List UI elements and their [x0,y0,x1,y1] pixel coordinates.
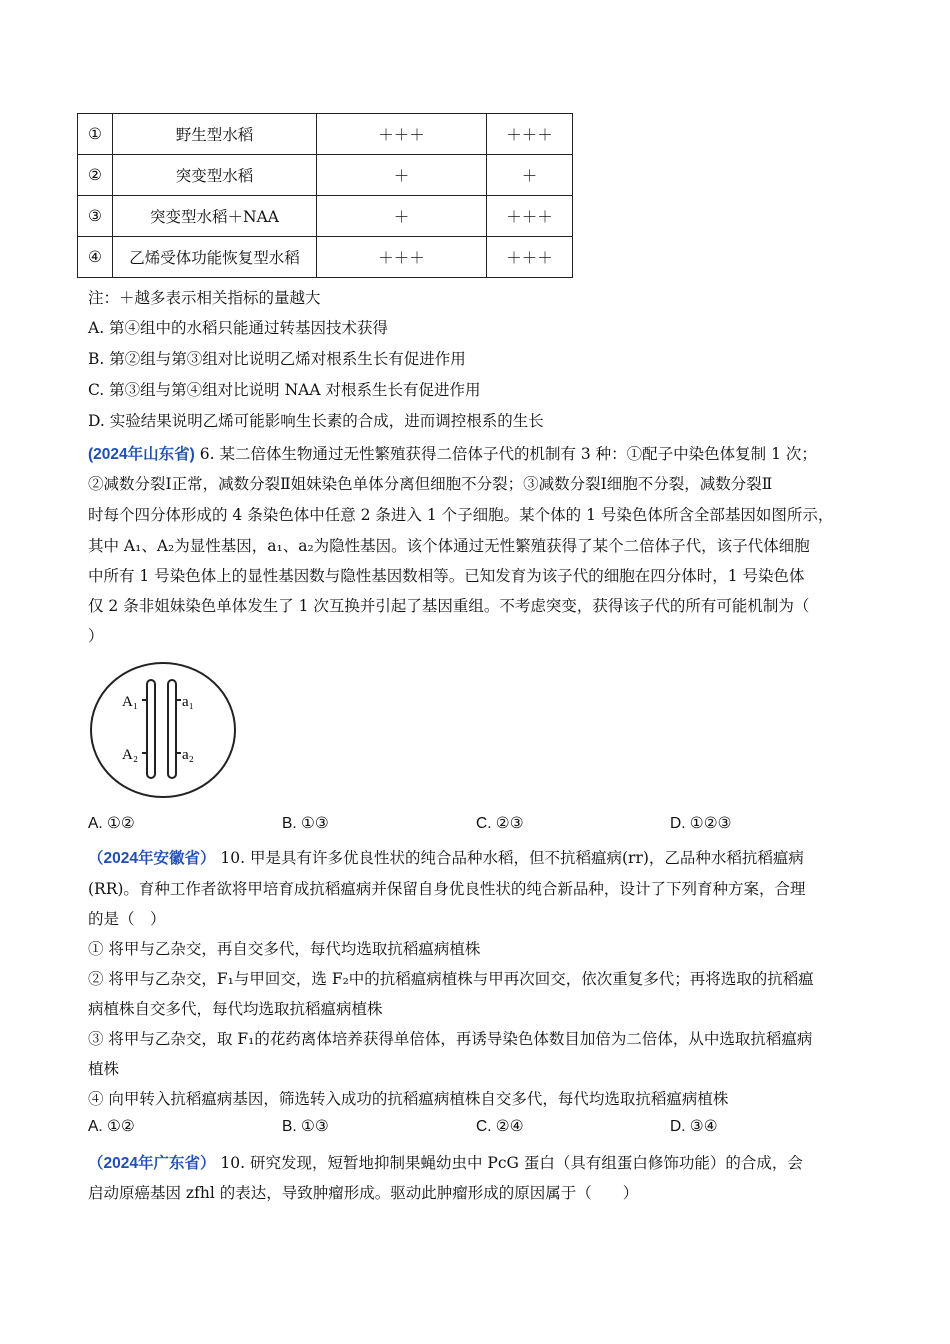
question-text: 10. 研究发现，短暂地抑制果蝇幼虫中 PcG 蛋白（具有组蛋白修饰功能）的合成，会 [220,1154,803,1172]
option-a: A. ①② [88,1118,135,1135]
table-note: 注：＋越多表示相关指标的量越大 [88,289,321,307]
question-text: 10. 甲是具有许多优良性状的纯合品种水稻，但不抗稻瘟病(rr)，乙品种水稻抗稻瘟病 [220,849,804,867]
value-cell: ＋＋＋ [487,237,573,278]
question-text: (RR)。育种工作者欲将甲培育成抗稻瘟病并保留自身优良性状的纯合新品种，设计了下列育种方案，合理 [88,880,806,898]
question-source: (2024年山东省) [88,446,195,463]
data-table [77,113,573,278]
group-cell: 乙烯受体功能恢复型水稻 [113,237,317,278]
option-b: B. ①③ [282,815,329,832]
option-c: C. ②③ [476,815,524,832]
question-text: 的是（ ） [88,910,166,928]
question-text: ② 将甲与乙杂交，F₁与甲回交，选 F₂中的抗稻瘟病植株与甲再次回交，依次重复多代；再将选取的抗稻瘟 [88,970,814,988]
value-cell: ＋ [487,155,573,196]
row-number: ② [78,155,113,196]
option-c: C. 第③组与第④组对比说明 NAA 对根系生长有促进作用 [88,381,481,399]
option-d: D. ①②③ [670,815,732,832]
question-text: ④ 向甲转入抗稻瘟病基因，筛选转入成功的抗稻瘟病植株自交多代，每代均选取抗稻瘟病植株 [88,1090,729,1108]
question-text: 6. 某二倍体生物通过无性繁殖获得二倍体子代的机制有 3 种：①配子中染色体复制 1 次； [199,445,817,463]
question-text: 中所有 1 号染色体上的显性基因数与隐性基因数相等。已知发育为该子代的细胞在四分体时，1 号染色体 [88,567,805,585]
table-row [78,237,573,278]
question-text: ③ 将甲与乙杂交，取 F₁的花药离体培养获得单倍体，再诱导染色体数目加倍为二倍体，从中选取抗稻瘟病 [88,1030,813,1048]
question-10b-line [88,1151,803,1173]
table-row [78,114,573,155]
question-text: 其中 A₁、A₂为显性基因，a₁、a₂为隐性基因。该个体通过无性繁殖获得了某个二倍体子代，该子代体细胞 [88,537,810,555]
question-6-line [88,442,817,464]
question-text: ① 将甲与乙杂交，再自交多代，每代均选取抗稻瘟病植株 [88,940,481,958]
question-text: 病植株自交多代，每代均选取抗稻瘟病植株 [88,1000,383,1018]
option-d: D. ③④ [670,1118,718,1135]
chromosome-diagram [88,660,238,800]
value-cell: ＋＋＋ [317,237,487,278]
option-a: A. ①② [88,815,135,832]
table-row [78,196,573,237]
question-text: ） [88,627,104,645]
value-cell: ＋＋＋ [487,114,573,155]
option-c: C. ②④ [476,1118,524,1135]
table-row [78,155,573,196]
value-cell: ＋＋＋ [487,196,573,237]
row-number: ③ [78,196,113,237]
gene-label-a1: a₁ [182,694,194,710]
question-source: （2024年广东省） [88,1155,216,1172]
question-text: ②减数分裂Ⅰ正常，减数分裂Ⅱ姐妹染色单体分离但细胞不分裂；③减数分裂Ⅰ细胞不分裂，减数分裂Ⅱ [88,475,773,493]
option-b: B. ①③ [282,1118,329,1135]
group-cell: 野生型水稻 [113,114,317,155]
group-cell: 突变型水稻 [113,155,317,196]
gene-label-A2: A₂ [122,747,139,763]
value-cell: ＋ [317,196,487,237]
cell-outline [91,663,235,797]
question-source: （2024年安徽省） [88,850,216,867]
group-cell: 突变型水稻＋NAA [113,196,317,237]
row-number: ④ [78,237,113,278]
question-text: 启动原癌基因 zfhl 的表达，导致肿瘤形成。驱动此肿瘤形成的原因属于（ ） [88,1184,639,1202]
question-text: 植株 [88,1060,120,1078]
value-cell: ＋＋＋ [317,114,487,155]
question-text: 仅 2 条非姐妹染色单体发生了 1 次互换并引起了基因重组。不考虑突变，获得该子代的所有可能机制为（ [88,597,810,615]
option-d: D. 实验结果说明乙烯可能影响生长素的合成，进而调控根系的生长 [88,412,544,430]
row-number: ① [78,114,113,155]
option-b: B. 第②组与第③组对比说明乙烯对根系生长有促进作用 [88,350,466,368]
gene-label-A1: A₁ [122,694,139,710]
option-a: A. 第④组中的水稻只能通过转基因技术获得 [88,319,389,337]
gene-label-a2: a₂ [182,747,194,763]
question-text: 时每个四分体形成的 4 条染色体中任意 2 条进入 1 个子细胞。某个体的 1 号染色体所含全部基因如图所示， [88,506,834,524]
chromosome-left [147,680,155,778]
chromosome-right [168,680,176,778]
value-cell: ＋ [317,155,487,196]
question-10-line [88,846,804,868]
